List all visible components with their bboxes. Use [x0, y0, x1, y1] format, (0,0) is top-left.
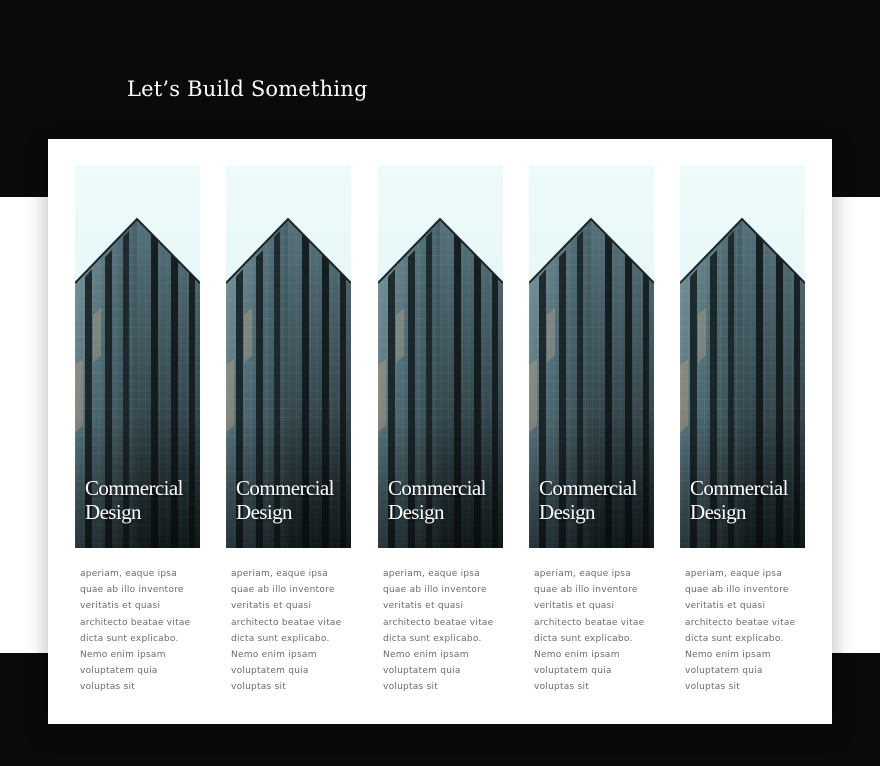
service-card-4[interactable]	[529, 165, 654, 705]
page-heading: Let’s Build Something	[127, 77, 368, 101]
service-card-3[interactable]	[378, 165, 503, 705]
service-card-2[interactable]	[226, 165, 351, 705]
card-title: Commercial Design	[539, 476, 637, 524]
card-title: Commercial Design	[690, 476, 788, 524]
card-description: aperiam, eaque ipsa quae ab illo inventore veritatis et quasi architecto beatae vitae dicta sunt explicabo. Nemo enim ipsam voluptatem quia voluptas sit	[231, 569, 342, 693]
card-title: Commercial Design	[85, 476, 183, 524]
card-description: aperiam, eaque ipsa quae ab illo inventore veritatis et quasi architecto beatae vitae dicta sunt explicabo. Nemo enim ipsam voluptatem quia voluptas sit	[80, 569, 191, 693]
card-title: Commercial Design	[236, 476, 334, 524]
service-card-5[interactable]	[680, 165, 805, 705]
card-title: Commercial Design	[388, 476, 486, 524]
services-panel	[48, 139, 832, 724]
service-cards	[75, 165, 805, 705]
service-card-1[interactable]	[75, 165, 200, 705]
card-description: aperiam, eaque ipsa quae ab illo inventore veritatis et quasi architecto beatae vitae dicta sunt explicabo. Nemo enim ipsam voluptatem quia voluptas sit	[534, 569, 645, 693]
card-description: aperiam, eaque ipsa quae ab illo inventore veritatis et quasi architecto beatae vitae dicta sunt explicabo. Nemo enim ipsam voluptatem quia voluptas sit	[685, 569, 796, 693]
card-description: aperiam, eaque ipsa quae ab illo inventore veritatis et quasi architecto beatae vitae dicta sunt explicabo. Nemo enim ipsam voluptatem quia voluptas sit	[383, 569, 494, 693]
